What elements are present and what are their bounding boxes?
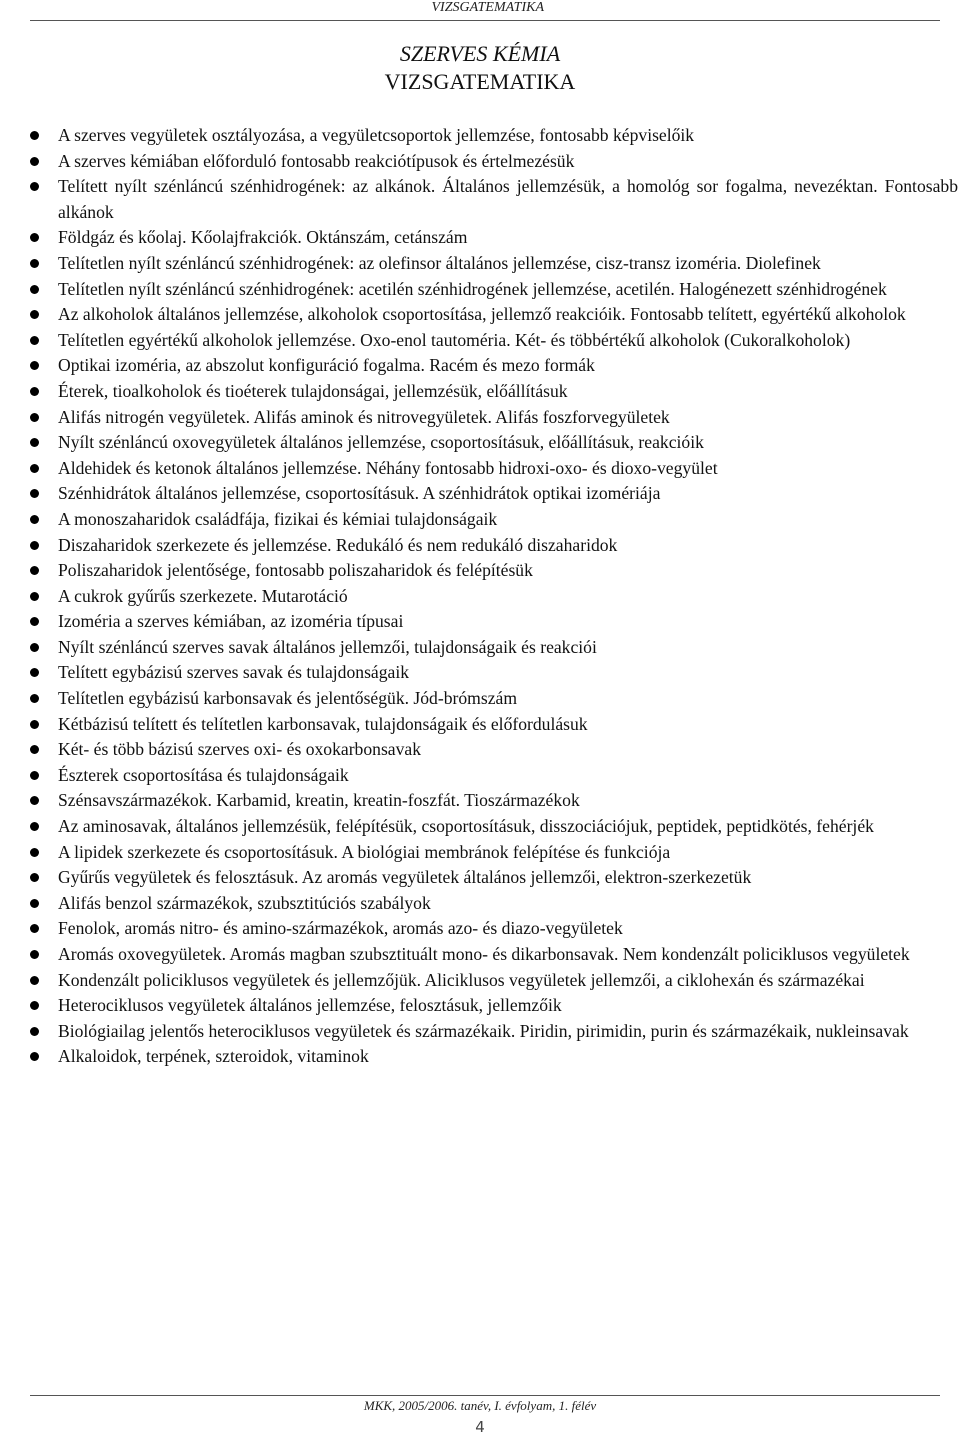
topic-text: Nyílt szénláncú szerves savak általános jellemzői, tulajdonságaik és reakciói: [58, 636, 597, 657]
bullet-icon: [30, 464, 39, 473]
bullet-icon: [30, 848, 39, 857]
topic-item: [30, 993, 958, 1019]
topic-text: Telítetlen egyértékű alkoholok jellemzése. Oxo-enol tautoméria. Két- és többértékű alkoholok (Cukoralkoholok): [58, 329, 851, 350]
topic-item: [30, 942, 958, 968]
topic-text: Alifás benzol származékok, szubsztitúciós szabályok: [58, 892, 431, 913]
topic-item: [30, 584, 958, 610]
topic-item: [30, 635, 958, 661]
topic-item: [30, 686, 958, 712]
bullet-icon: [30, 310, 39, 319]
bullet-icon: [30, 822, 39, 831]
title-block: [0, 40, 960, 96]
topic-item: [30, 840, 958, 866]
topic-text: Telítetlen nyílt szénláncú szénhidrogének: acetilén szénhidrogének jellemzése, acetilén. Halogénezett szénhidrogének: [58, 278, 887, 299]
topic-item: [30, 225, 958, 251]
topic-text: A szerves vegyületek osztályozása, a vegyületcsoportok jellemzése, fontosabb képviselőik: [58, 125, 695, 145]
topic-item: [30, 609, 958, 635]
topic-text: A szerves kémiában előforduló fontosabb reakciótípusok és értelmezésük: [58, 150, 575, 171]
bullet-icon: [30, 771, 39, 780]
topic-text: Az alkoholok általános jellemzése, alkoholok csoportosítása, jellemző reakcióik. Fontosabb telített, egyértékű alkoholok: [58, 304, 906, 325]
bullet-icon: [30, 694, 39, 703]
bullet-icon: [30, 131, 39, 140]
bullet-icon: [30, 259, 39, 268]
topic-item: [30, 712, 958, 738]
document-title: SZERVES KÉMIA: [399, 41, 561, 66]
topic-text: Aldehidek és ketonok általános jellemzése. Néhány fontosabb hidroxi-oxo- és dioxo-vegyület: [58, 457, 718, 478]
topic-text: Szénsavszármazékok. Karbamid, kreatin, kreatin-foszfát. Tioszármazékok: [58, 790, 580, 811]
topic-text: Optikai izoméria, az abszolut konfiguráció fogalma. Racém és mezo formák: [58, 355, 595, 376]
document-subtitle: VIZSGATEMATIKA: [384, 69, 576, 94]
topic-item: [30, 660, 958, 686]
running-header-title: VIZSGATEMATIKA: [431, 0, 544, 15]
bullet-icon: [30, 720, 39, 729]
topic-text: A monoszaharidok családfája, fizikai és kémiai tulajdonságaik: [58, 508, 498, 529]
bullet-icon: [30, 1052, 39, 1061]
topic-list: [30, 123, 958, 1070]
topic-text: Éterek, tioalkoholok és tioéterek tulajdonságai, jellemzésük, előállításuk: [58, 380, 568, 401]
topic-item: [30, 507, 958, 533]
topic-item: [30, 814, 958, 840]
bullet-icon: [30, 924, 39, 933]
topic-text: Telítetlen egybázisú karbonsavak és jelentőségük. Jód-brómszám: [58, 688, 518, 709]
bullet-icon: [30, 745, 39, 754]
bullet-icon: [30, 643, 39, 652]
topic-item: [30, 916, 958, 942]
topic-text: Alifás nitrogén vegyületek. Alifás aminok és nitrovegyületek. Alifás foszforvegyületek: [58, 406, 670, 427]
topic-item: [30, 379, 958, 405]
topic-text: Fenolok, aromás nitro- és amino-származékok, aromás azo- és diazo-vegyületek: [58, 918, 623, 939]
topic-text: Kondenzált policiklusos vegyületek és jellemzőjük. Aliciklusos vegyületek jellemzői, a ciklohexán és származékai: [58, 969, 865, 990]
topic-item: [30, 430, 958, 456]
bullet-icon: [30, 413, 39, 422]
topic-item: [30, 405, 958, 431]
topic-item: [30, 277, 958, 303]
topic-item: [30, 788, 958, 814]
bullet-icon: [30, 515, 39, 524]
topic-text: Az aminosavak, általános jellemzésük, felépítésük, csoportosításuk, disszociációjuk, peptidek, peptidkötés, fehérjék: [58, 816, 874, 837]
topic-text: Telített egybázisú szerves savak és tulajdonságaik: [58, 662, 410, 683]
topic-text: Aromás oxovegyületek. Aromás magban szubsztituált mono- és dikarbonsavak. Nem kondenzált policiklusos vegyületek: [58, 944, 910, 964]
bullet-icon: [30, 617, 39, 626]
topic-text: Nyílt szénláncú oxovegyületek általános jellemzése, csoportosításuk, előállításuk, reakcióik: [58, 432, 704, 453]
bullet-icon: [30, 592, 39, 601]
bullet-icon: [30, 285, 39, 294]
topic-text: Földgáz és kőolaj. Kőolajfrakciók. Oktánszám, cetánszám: [58, 227, 468, 248]
bullet-icon: [30, 1027, 39, 1036]
topic-text: Diszaharidok szerkezete és jellemzése. Redukáló és nem redukáló diszaharidok: [58, 534, 618, 555]
bullet-icon: [30, 361, 39, 370]
topic-item: [30, 533, 958, 559]
bullet-icon: [30, 387, 39, 396]
topic-text: Kétbázisú telített és telítetlen karbonsavak, tulajdonságaik és előfordulásuk: [58, 713, 588, 734]
topic-text: Alkaloidok, terpének, szteroidok, vitaminok: [58, 1046, 369, 1067]
topic-text: Heterociklusos vegyületek általános jellemzése, felosztásuk, jellemzőik: [58, 995, 562, 1016]
bullet-icon: [30, 182, 39, 191]
topic-item: [30, 865, 958, 891]
topic-item: [30, 891, 958, 917]
bullet-icon: [30, 157, 39, 166]
topic-item: [30, 353, 958, 379]
bullet-icon: [30, 796, 39, 805]
topic-item: [30, 149, 958, 175]
bullet-icon: [30, 950, 39, 959]
topic-text: Izoméria a szerves kémiában, az izoméria típusai: [58, 611, 404, 632]
topic-text: Szénhidrátok általános jellemzése, csoportosításuk. A szénhidrátok optikai izomériája: [58, 483, 661, 504]
topic-item: [30, 302, 958, 328]
header-rule: [30, 20, 940, 21]
topic-item: [30, 1044, 958, 1070]
bullet-icon: [30, 566, 39, 575]
topic-text: Telített nyílt szénláncú szénhidrogének: az alkánok. Általános jellemzésük, a homológ sor fogalma, nevezéktan. Fontosabb alkánok: [58, 176, 958, 222]
topic-item: [30, 968, 958, 994]
footer-text: MKK, 2005/2006. tanév, I. évfolyam, 1. félév: [363, 1398, 597, 1413]
topic-item: [30, 123, 958, 149]
bullet-icon: [30, 899, 39, 908]
bullet-icon: [30, 489, 39, 498]
topic-text: A lipidek szerkezete és csoportosításuk. A biológiai membránok felépítése és funkciója: [58, 841, 671, 862]
topic-item: [30, 328, 958, 354]
topic-text: Biológiailag jelentős heterociklusos vegyületek és származékaik. Piridin, pirimidin, purin és származékaik, nukleinsavak: [58, 1020, 909, 1041]
bullet-icon: [30, 541, 39, 550]
topic-text: Telítetlen nyílt szénláncú szénhidrogének: az olefinsor általános jellemzése, cisz-transz izoméria. Diolefinek: [58, 252, 821, 273]
topic-text: Két- és több bázisú szerves oxi- és oxokarbonsavak: [58, 739, 422, 760]
bullet-icon: [30, 873, 39, 882]
page-number: 4: [475, 1418, 485, 1436]
bullet-icon: [30, 438, 39, 447]
footer-rule: [30, 1395, 940, 1396]
topic-item: [30, 763, 958, 789]
bullet-icon: [30, 1001, 39, 1010]
topic-item: [30, 456, 958, 482]
topic-text: Poliszaharidok jelentősége, fontosabb poliszaharidok és felépítésük: [58, 560, 533, 581]
bullet-icon: [30, 233, 39, 242]
topic-text: Gyűrűs vegyületek és felosztásuk. Az aromás vegyületek általános jellemzői, elektron-szerkezetük: [58, 867, 752, 888]
topic-item: [30, 737, 958, 763]
topic-text: A cukrok gyűrűs szerkezete. Mutarotáció: [58, 585, 348, 606]
topic-item: [30, 1019, 958, 1045]
topic-text: Észterek csoportosítása és tulajdonságaik: [58, 764, 349, 785]
topic-item: [30, 174, 958, 225]
topic-item: [30, 251, 958, 277]
bullet-icon: [30, 668, 39, 677]
topic-item: [30, 481, 958, 507]
bullet-icon: [30, 336, 39, 345]
bullet-icon: [30, 976, 39, 985]
topic-item: [30, 558, 958, 584]
